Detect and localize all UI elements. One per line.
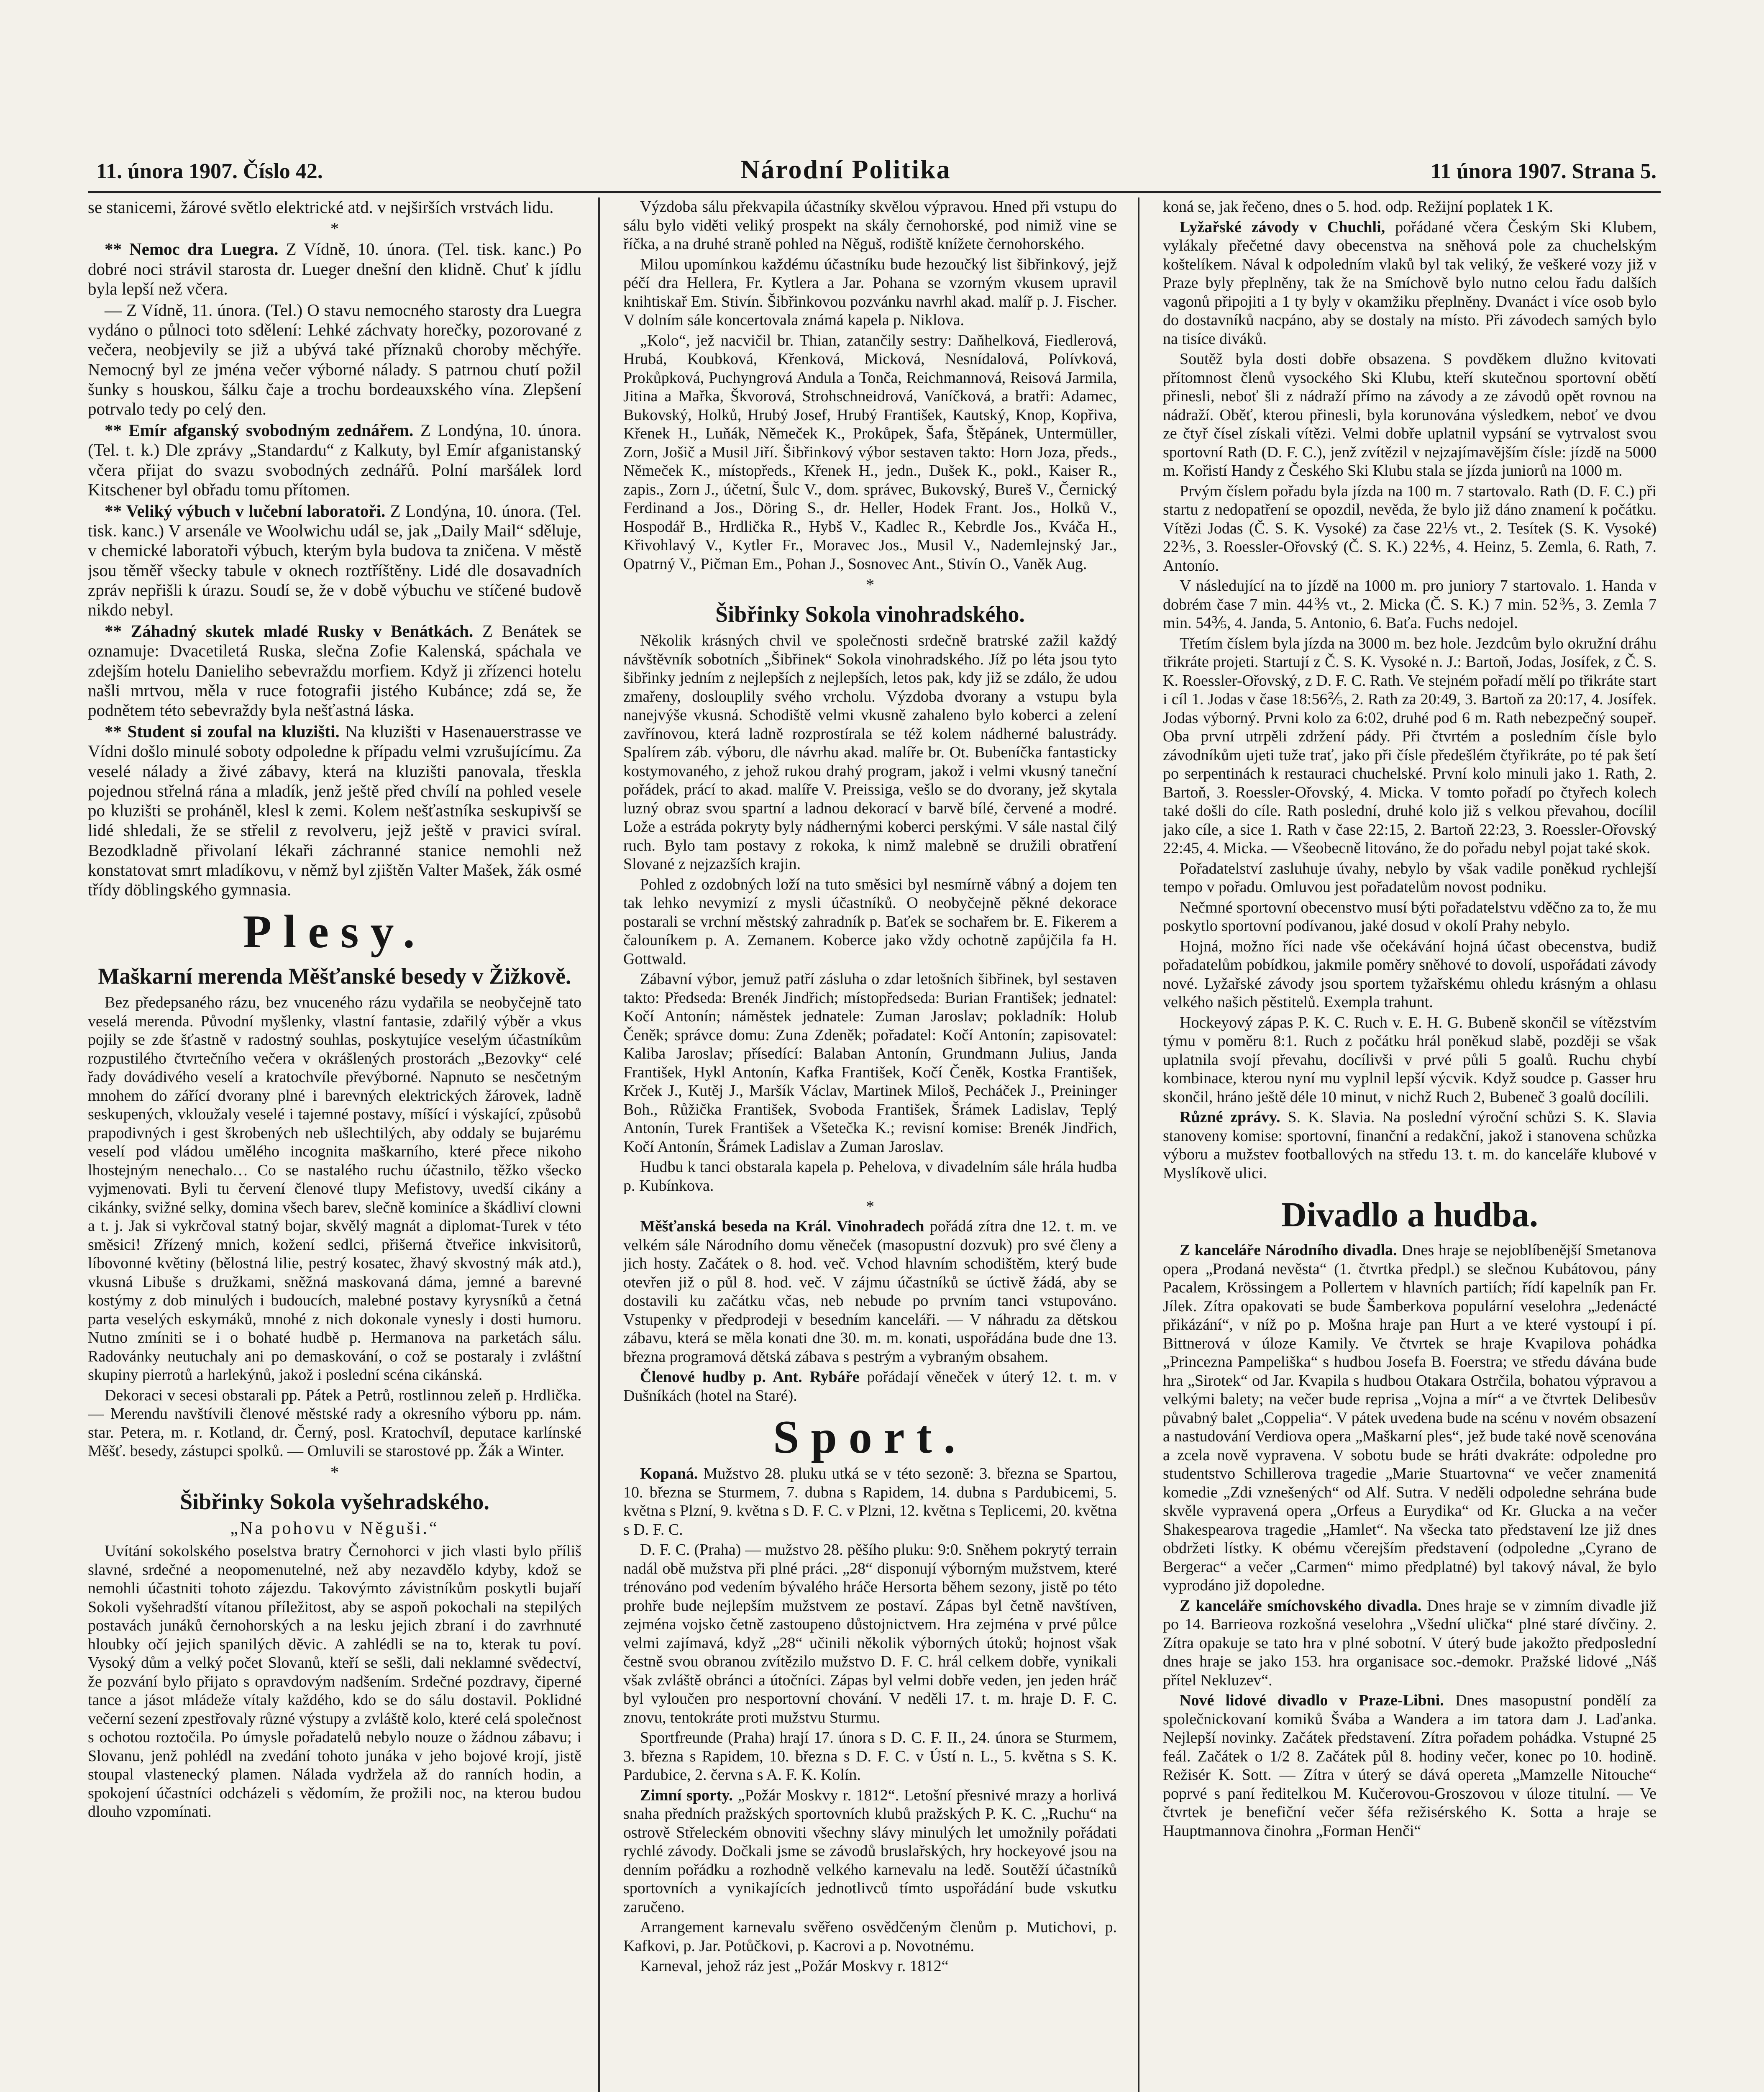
article-text: Prvým číslem pořadu byla jízda na 100 m. 7 startovalo. Rath (D. F. C.) při startu z nedopatření se opozdil, nevěda, že bylo již dáno znamení k počátku. Vítězi Jodas (Č. S. K. Vysoké) za čase 22⅕ vt., 2. Tesítek (S. K. Vysoké) 22⅗, 3. Roessler-Ořovský (Č. S. K.) 22⅘, 4. Heinz, 5. Zemla, 6. Rath, 7. Antonío. — [1163, 482, 1656, 574]
article-text: Milou upomínkou každému účastníku bude hezoučký list šibřinkový, jejž péčí dra Hellera, Fr. Kytlera a Jar. Pohana se vzorným vkusem upravil knihtiskař Em. Stivín. Šibřinkovou pozvánku navrhl akad. malíř p. J. Fischer. V dolním sále koncertovala známá kapela p. Niklova. — [623, 255, 1117, 329]
masthead-title: Národní Politika — [740, 154, 951, 184]
section-title-plesy: Plesy. — [243, 906, 427, 958]
news-item — [88, 621, 581, 720]
section-title-divadlo: Divadlo a hudba. — [1281, 1195, 1538, 1234]
article-heading: Maškarní merenda Měšťanské besedy v Žižkově. — [98, 964, 571, 989]
news-text: Mužstvo 28. pluku utká se v této sezoně: 3. března se Spartou, 10. března se Sturmem, 7. dubna s Rapidem, 14. dubna s Pardubicemi, 5. května s Plzní, 9. května s D. F. C. v Plzni, 12. května s Teplicemi, 20. května s D. F. C. — [623, 1465, 1117, 1538]
article-text: Zábavní výbor, jemuž patří zásluha o zdar letošních šibřinek, byl sestaven takto: Předseda: Brenék Jindřich; místopředseda: Burian František; jednatel: Kočí Antonín; náměstek jednatele: Zuman Jaroslav; pokladník: Holub Čeněk; správce domu: Zuna Zdeněk; pořadatel: Kočí Antonín; zapisovatel: Kaliba Jaroslav; přísedící: Balaban Antonín, Grundmann Julius, Janda František, Hykl Antonín, Kafka František, Kočí Čeněk, Kostka František, Krček J., Kutěj J., Maršík Václav, Martinek Miloš, Pecháček J., Preininger Boh., Růžička František, Svoboda František, Šrámek Ladislav, Teplý Antonín, Turek František a Všetečka K.; revisní komise: Brenék Jindřich, Kočí Antonín, Šrámek Ladislav a Zuman Jaroslav. — [623, 970, 1117, 1156]
article-text: Pohled z ozdobných loží na tuto směsici byl nesmírně vábný a dojem ten tak lehko nevymizí z mysli účastníků. O neobyčejně pěkné dekorace postarali se vrchní městský zahradník p. Baťek se sochařem br. E. Fikerem a čalouníkem p. A. Zemanem. Koberce jako vždy ochotně zapůjčila fa H. Gottwald. — [623, 875, 1117, 968]
article-text: Výzdoba sálu překvapila účastníky skvělou výpravou. Hned při vstupu do sálu bylo viděti veliký prospekt na skály černohorské, pod nimiž vine se říčka, a na druhé straně pohled na Něguš, rodiště knížete černohorského. — [623, 198, 1117, 253]
article-text: Hockeyový zápas P. K. C. Ruch v. E. H. G. Bubeně skončil se vítězstvím týmu v poměru 8:1. Ruch z počátku hrál poněkud slabě, později se však uplatnila svojí převahu, docílivši v prvé půli 5 goalů. Ruchu chybí kombinace, kterou nyní mu vyplnil lepší výcvik. Když soudce p. Gasser hru skončil, hráno ještě déle 10 minut, v nichž Ruch 2, Bubeneč 3 goalů docílili. — [1163, 1013, 1656, 1106]
article-text: V následující na to jízdě na 1000 m. pro juniory 7 startovalo. 1. Handa v dobrém čase 7 min. 44⅗ vt., 2. Micka (Č. S. K.) 7 min. 52⅗, 3. Zemla 7 min. 54⅗, 4. Janda, 5. Antonio, 6. Baťa. Fuchs nedojel. — [1163, 577, 1656, 632]
article-text: Dekoraci v secesi obstarali pp. Pátek a Petrů, rostlinnou zeleň p. Hrdlička. — Merendu navštívili členové městské rady a okresního výboru pp. nám. star. Petera, m. r. Kotland, dr. Černý, posl. Kratochvíl, deputace karlínské Měšť. besedy, zástupci spolků. — Omluvili se starostové pp. Žák a Winter. — [88, 1386, 581, 1460]
news-heading: ** Student si zoufal na kluzišti. — [105, 722, 340, 741]
news-heading: ** Záhadný skutek mladé Rusky v Benátkách. — [105, 621, 474, 641]
article-heading: Šibřinky Sokola vyšehradského. — [180, 1489, 489, 1514]
news-text: pořádá zítra dne 12. t. m. ve velkém sále Národního domu věneček (masopustní dozvuk) pro své členy a jich hosty. Začátek o 8. hod. več. Vchod hlavním schodištěm, který bude otevřen již o půl 8. hod. več. V zájmu účastníků se úctivě žádá, aby se dostavili ku začátku včas, neb nebude po prvním tanci vstupováno. Vstupenky v předprodeji v besedním kanceláři. — V náhradu za dětskou zábavu, která se měla konati dne 30. m. m. konati, uspořádána bude dne 13. března programová dětská zábava s pestrým a vybraným obsahem. — [623, 1218, 1117, 1366]
news-text: pořádané včera Českým Ski Klubem, vylákaly přečetné davy obecenstva na sněhová pole za chuchelským koštelíkem. Nával k odpoledním vlaků byl tak veliký, že veškeré vozy již v Praze byly přeplněny, tak že na Smíchově bylo nutno celou řadu dalších vagonů připojiti a 1 ty byly v okamžiku přeplněny. Dvanáct i více osob bylo do dostavníků nacpáno, aby se dostaly na místo. Při závodech samých bylo na tisíce diváků. — [1163, 218, 1656, 348]
column-1 — [88, 197, 581, 2092]
news-heading: ** Nemoc dra Luegra. — [105, 239, 279, 259]
news-item — [623, 1786, 1117, 1917]
section-title-sport: Sport. — [773, 1411, 967, 1464]
separator-star: * — [865, 575, 875, 594]
separator-star: * — [330, 1462, 339, 1482]
news-text: — Z Vídně, 11. února. (Tel.) O stavu nemocného starosty dra Luegra vydáno o půlnoci toto sdělení: Lehké záchvaty horečky, pozorované z večera, neobjevily se již a ubývá také příznaků choroby měchýře. Nemocný byl ze jména večer výborné nálady. S patrnou chutí požil šunky s houskou, šálku čaje a trochu bordeauxského vína. Zlepšení potrvalo tedy po celý den. — [88, 300, 581, 419]
article-text: D. F. C. (Praha) — mužstvo 28. pěšího pluku: 9:0. Sněhem pokrytý terrain nadál obě mužstva při plné práci. „28“ disponují výborným mužstvem, které trénováno pod vedením bývalého hráče Hersorta během sezony, jistě po této prohře bude nejlepším mužstvem ze postaví. Zápas byl četně navštíven, zejména vojsko četně zastoupeno důstojnictvem. Hra zejména v prvé půlce velmi zajímavá, když „28“ učinili několik výborných útoků; hojnost však čestně svou obranou zvítězilo mužstvo D. F. C. hrál celkem dobře, vynikali však zvláště obránci a útočníci. Zápas byl velmi dobře veden, jen jeden hráč byl vyloučen pro nesportovní chování. V neděli 17. t. m. hraje D. F. C. znovu, tentokráte proti mužstvu Sturmu. — [623, 1541, 1117, 1726]
news-item — [88, 239, 581, 299]
article-text: Arrangement karnevalu svěřeno osvědčeným členům p. Mutichovi, p. Kafkovi, p. Jar. Potůčkovi, p. Kacrovi a p. Novotnému. — [623, 1918, 1117, 1955]
column-divider — [598, 197, 600, 2092]
article-text: Třetím číslem byla jízda na 3000 m. bez hole. Jezdcům bylo okružní dráhu třikráte projeti. Startují z Č. S. K. Vysoké n. J.: Bartoň, Jodas, Josífek, z Č. S. K. Roessler-Ořovský, z D. F. C. Rath. Ve stejném pořadí mělí po třikráte start i cíl 1. Jodas v čase 18:56⅖, 2. Rath za 20:49, 3. Bartoň za 20:17, 4. Josífek. Jodas výborný. Prvni kolo za 6:02, druhé pod 6 m. Rath nebezpečný soupeř. Oba první utrpěli zdržení pády. Při čtvrtém a posledním čísle bylo závodníkům ujeti tuže trať, jako při čísle předešlém čtyřikráte, po té pak šetí po serpentinách k restauraci chuchelské. První kolo minuli jako 1. Rath, 2. Bartoň, 3. Roessler-Ořovský, 4. Micka. V tomto pořadí po čtyřech kolech také došli do cíle. Rath poslední, druhé kolo již s velkou převahou, docílil jako cíle, a sice 1. Rath v čase 22:15, 2. Bartoň 22:23, 3. Roessler-Ořovský 22:45, 4. Micka. — Všeobecně litováno, že do pořadu nebyl pojat také skok. — [1163, 634, 1656, 857]
news-heading: Členové hudby p. Ant. Rybáře — [640, 1368, 860, 1386]
news-text: „Požár Moskvy r. 1812“. Letošní přesnivé mrazy a horlivá snaha předních pražských sportovních klubů pražských P. K. C. „Ruchu“ na ostrově Střeleckém obnoviti všechny slávy minulých let umožnily pořádati rychlé závody. Dočkali jsme se závodů bruslařských, hry hockeyové jsou na denním pořádku a rozhodně velkého karnevalu na ledě. Soutěží účastníků sportovních a vynikajících jednotlivců tímto uspořádání bude vskutku zaručeno. — [623, 1786, 1117, 1916]
article-text: Hojná, možno říci nade vše očekávání hojná účast obecenstva, budiž pořadatelům pobídkou, jakmile poměry sněhové to dovolí, uspořádati závody nové. Lyžařské závody jsou sportem tyžařskému ohledu krásným a ohlasu velkého našich pěstitelů. Exempla trahunt. — [1163, 937, 1656, 1011]
article-text: Bez předepsaného rázu, bez vnuceného rázu vydařila se neobyčejně tato veselá merenda. Původní myšlenky, vlastní fantasie, zdařilý výběr a vkus pojily se zde šťastně v radostný souhlas, poskytujíce veselým účastníkům rozpustilého čtvrtečního večera v okrášlených prostorách „Bezovky“ celé řady dovádivého veselí a kratochvíle převýborné. Napnuto se nesčetným mnohem do zářící dvorany plné i barevných elektrických žárovek, ladně seskupených, vkloužaly veselé i tajemné postavy, míšící i výskající, způsobů prapodivných i gest škrobených neb ušlechtilých, aby oddaly se bujarému veselí pod vládou umělého incognita maškarního, které přece nikoho lhostejným nenechalo… Co se nastalého ruchu účastnilo, těžko všecko vyjmenovati. Byli tu červení členové tlupy Mefistovy, uvedší cikány a cikánky, svižné selky, domina všech barev, slečně kominíce a škádliví clowni a t. j. Jak si vykrčoval statný bojar, skvělý magnát a diplomat-Turek v této směsici! Zřízený mnich, kožení sedlci, přišerná čtveřice inkvisitorů, líbovonné květiny (bělostná lilie, pestrý kosatec, žhavý skvostný mák atd.), vkusná Libuše s družkami, sněžná maskovaná dáma, jemné a barevné kostýmy z dob minulých i budoucích, malebné postavy kyrysníků a četná parta veselých eskymáků, mnohé z nich dokonale vynesly i dosti humoru. Nutno zmíniti se i o bohaté hudbě p. Hermanova na parketách sálu. Radovánky neutuchaly ani po demaskování, o což se postaraly i zvláštní skupiny pierrotů a harlekýnů, jakož i poslední scéna cikánská. — [88, 994, 581, 1384]
article-text: Několik krásných chvil ve společnosti srdečně bratrské zažil každý návštěvník sobotních „Šibřinek“ Sokola vinohradského. Jíž po léta jsou tyto šibřinky jedním z nejlepších z nejlepších, letos pak, kdy již se zdálo, že udou zmařeny, doslouplily svého vrcholu. Výzdoba dvorany a vstupu byla nanejvýše vkusná. Schodiště velmi vkusně zahaleno bylo koberci a zelení zavřínovou, která ladně rozprostírala se též kolem nádherné balustrády. Spalírem záb. výboru, dle návrhu akad. malíře br. Ot. Bubeníčka fantasticky kostymovaného, z jehož rukou drahý program, jakož i velmi vkusný taneční pořádek, prácí to akad. malíře V. Preissiga, vešlo se do dvorany, jež skytala luzný obraz svou spartní a ladnou dekorací v barvě bílé, červené a modré. Lože a estráda pokryty byly nádhernými koberci perskými. V sále nastal čilý ruch. Bylo tam postavy z rokoka, k nimž malebně se družili obratření Slované z nejzazších krajin. — [623, 632, 1117, 873]
news-item — [1163, 1241, 1656, 1595]
article-text: Karneval, jehož ráz jest „Požár Moskvy r. 1812“ — [640, 1957, 949, 1975]
article-text: se stanicemi, žárové světlo elektrické atd. v nejširších vrstvách lidu. — [88, 197, 554, 217]
article-text: Hudbu k tanci obstarala kapela p. Pehelova, v divadelním sále hrála hudba p. Kubínkova. — [623, 1158, 1117, 1195]
article-text: Pořadatelství zasluhuje úvahy, nebylo by však vadile poněkud rychlejší tempo v pořadu. Omluvou jest pořadatelům novost podniku. — [1163, 859, 1656, 896]
page-header — [88, 151, 1661, 193]
news-heading: Nové lidové divadlo v Praze-Libni. — [1180, 1692, 1444, 1709]
article-subheading: „Na pohovu v Něguši.“ — [230, 1518, 439, 1538]
article-text: Uvítání sokolského poselstva bratry Černohorci v jich vlasti bylo příliš slavné, srdečné a neopomenutelné, než aby nezavdělo kdyby, kdož se nemohli účastniti tohoto zájezdu. Takovýmto závistníkům poskytli bujaří Sokoli vyšehradští vítanou příležitost, aby se aspoň pokochali na stepilých postavách junáků černohorských a na lesku jejich zbraní i do zavrhnuté hloubky očí jejich spanilých děvic. A zahlédli se na to, kterak tu poví. Vysoký dům a velký počet Slovanů, kteří se sešli, dali neklamné svědectví, že pozvání bylo přijato s opravdovým nadšením. Srdečné pozdravy, čiperné tance a jásot mládeže vítaly každého, kdo se do sálu dostavil. Poklidné večerní sezení zpestřovaly různé výstupy a zvláště kolo, které celá společnost s ochotou roztočila. Po úmysle pořadatelů nebylo nouze o žádnou zábavu; i Slovanu, jenž pohlédl na zvedání tohoto junáka v jeho bojové krojí, jistě stoupal vlastenecký plamen. Nálada vydržela až do ranních hodin, a spokojení účastníci odcházeli s vědomím, že prožili noc, na kterou budou dlouho vzpomínati. — [88, 1542, 581, 1821]
news-text: S. K. Slavia. Na poslední výroční schůzi S. K. Slavia stanoveny komise: sportovní, finanční a redakční, jakož i stanovena schůzka výboru a mužstev footballových na středu 13. t. m. do kanceláře klubové v Myslíkově ulici. — [1163, 1108, 1656, 1182]
separator-star: * — [865, 1197, 875, 1216]
news-item — [623, 1368, 1117, 1405]
news-item — [623, 1217, 1117, 1366]
news-heading: ** Veliký výbuch v lučební laboratoři. — [105, 501, 386, 521]
news-item — [1163, 1597, 1656, 1690]
news-text: Z Londýna, 10. února. (Tel. tisk. kanc.) V arsenále ve Woolwichu udál se, jak „Daily Mail“ sděluje, v chemické laboratoři výbuch, kterým byla budova ta zničena. V městě jsou těměř všecky tabule v oknech roztříštěny. Lidé dle dosavadních zpráv nepřišli k úrazu. Soudí se, že v době výbuchu ve stíčené budově nikdo nebyl. — [88, 501, 581, 620]
news-heading: Kopaná. — [640, 1465, 698, 1483]
newspaper-page — [88, 151, 1661, 2092]
article-text: „Kolo“, jež nacvičil br. Thian, zatančily sestry: Daňhelková, Fiedlerová, Hrubá, Koubková, Křenková, Micková, Nesnídalová, Polívková, Prokůpková, Puchyngrová Andula a Tonča, Reichmannová, Reisová Jarmila, Jitina a Mařka, Škvorová, Strohschneidrová, Vaníčková, a bratři: Adamec, Bukovský, Holků, Hrubý Josef, Hrubý František, Kautský, Knop, Kopřiva, Křenek H., Luňák, Němeček K., Prokůpek, Šafa, Štěpánek, Untermüller, Zorn, Jošič a Musil Jiří. Šibřinkový výbor sestaven takto: Horn Joza, předs., Němeček K., místopředs., Křenek H., jedn., Dušek K., pokl., Kaiser R., zapis., Zorn J., účetní, Šulc V., dom. správec, Bukovský, Bureš V., Černický Ferdinand a Jos., Döring S., dr. Heller, Hodek Frant. Jos., Holků V., Hospodář B., Hrdlička R., Hybš V., Kadlec R., Kebrdle Jos., Kváča H., Křivohlavý V., Kytler Fr., Moravec Jos., Musil V., Nademlejnský Jar., Opatrný V., Pičman Em., Pohan J., Sosnovec Ant., Stivín O., Vaněk Aug. — [623, 331, 1117, 573]
article-text: koná se, jak řečeno, dnes o 5. hod. odp. Režijní poplatek 1 K. — [1163, 198, 1553, 215]
column-3 — [1163, 197, 1656, 2092]
news-heading: Z kanceláře smíchovského divadla. — [1180, 1597, 1422, 1615]
news-heading: Různé zprávy. — [1180, 1108, 1280, 1126]
news-text: Dnes masopustní pondělí za společnickovaní komiků Švába a Wandera a im tatora dam J. Laďanka. Nejlepší novinky. Začátek představení. Zítra pořadem pohádka. Vstupné 25 feál. Začátek o 1/2 8. Začátek půl 8. hodiny večer, konec po 10. hodině. Režisér K. Sott. — Zítra v úterý se dává opereta „Mamzelle Nitouche“ poprvé s paní ředitelkou M. Kučerovou-Groszovou v úloze titulní. — Ve čtvrtek je benefiční večer šéfa režisérského K. Sotta a hraje se Hauptmannova činohra „Forman Henči“ — [1163, 1692, 1656, 1840]
news-text: pořádají věneček v úterý 12. t. m. v Dušníkách (hotel na Staré). — [623, 1368, 1117, 1405]
news-item — [88, 420, 581, 500]
article-text: Nečmné sportovní obecenstvo musí býti pořadatelstvu vděčno za to, že mu poskytlo sportovní podívanou, jaké dosud v okolí Prahy nebylo. — [1163, 898, 1656, 935]
news-item — [1163, 1108, 1656, 1182]
column-2 — [623, 197, 1117, 2092]
news-item — [1163, 1691, 1656, 1840]
article-text: Sportfreunde (Praha) hrají 17. února s D. C. F. II., 24. února se Sturmem, 3. března s Rapidem, 10. března s D. F. C. v Ústí n. L., 5. května s S. K. Pardubice, 2. června s A. F. K. Kolín. — [623, 1729, 1117, 1784]
news-text: Na kluzišti v Hasenauerstrasse ve Vídni došlo minulé soboty odpoledne k případu velmi vzrušujícímu. Za veselé nálady a živé zábavy, která na kluzišti panovala, třeskla pojednou střelná rána a mladík, jenž ještě před chvílí na pohled vesele po kluzišti se proháněl, klesl k zemi. Kolem nešťastníka seskupivší se lidé shledali, že se střelil z revolveru, jejž ještě v pravici svíral. Bezodkladně přivolaní lékaři záchranné stanice nemohli než konstatovat smrt mladíkovu, v němž byl zjištěn Valter Mašek, žák osmé třídy döblingského gymnasia. — [88, 722, 581, 899]
news-heading: Měšťanská beseda na Král. Vinohradech — [640, 1218, 924, 1236]
news-heading: Zimní sporty. — [640, 1786, 733, 1804]
news-item — [88, 501, 581, 620]
news-heading: ** Emír afganský svobodným zednářem. — [105, 420, 414, 440]
article-text: Soutěž byla dosti dobře obsazena. S povděkem dlužno kvitovati přítomnost členů vysockého Ski Klubu, kteří skutečnou sportovní obětí přinesli, neboť šli z nádraží přímo na závody a ze závodů opět rovnou na nádraží. Oběť, kterou přinesli, byla korunována výsledkem, neboť ve dvou ze čtyř čísel získali vítězi. Velmi dobře uplatnil vypsání se vytrvalost svou sportovní Rath (D. F. C.), jenž zvítězil v nejzajímavějším čísle: jízdě na 5000 m. Kořistí Handy z Českého Ski Klubu stala se jízda juniorů na 1000 m. — [1163, 350, 1656, 479]
news-heading: Z kanceláře Národního divadla. — [1180, 1241, 1397, 1259]
news-text: Z Benátek se oznamuje: Dvacetiletá Ruska, slečna Zofie Kalenská, spáchala ve zdejším hotelu Danieliho sebevraždu morfiem. Když ji zřízenci hotelu našli mrtvou, měla v ruce fotografii jistého Kubánce; zdá se, že podnětem této sebevraždy byla nešťastná láska. — [88, 621, 581, 720]
news-item — [623, 1464, 1117, 1539]
separator-star: * — [330, 219, 339, 238]
news-text: Dnes hraje se v zimním divadle již po 14. Barrieova rozkošná veselohra „Všední ulička“ plné staré dívčiny. 2. Zítra opakuje se tato hra v plné sobotní. V úterý bude jakožto předposlední dnes hraje se jako 153. hra organisace soc.-demokr. Pražské lidové „Náš přítel Nekluzev“. — [1163, 1597, 1656, 1689]
article-heading: Šibřinky Sokola vinohradského. — [715, 602, 1025, 627]
news-text: Dnes hraje se nejoblíbenější Smetanova opera „Prodaná nevěsta“ (1. čtvrtka předpl.) se slečnou Kubátovou, pány Pacalem, Krössingem a Pollertem v hlavních partiích; řídí kapelník pan Fr. Jílek. Zítra opakovati se bude Šamberkova populární veselohra „Jedenácté přikázání“, v níž po p. Mošna hraje pan Hurt a ve které vystoupí i pí. Bittnerová v úloze Kamily. Ve čtvrtek se hraje Kvapilova pohádka „Princezna Pampeliška“ s hudbou Josefa B. Foerstra; ve středu dávána bude hra „Sirotek“ od Jar. Kvapila s hudbou Otakara Ostrčila, bohatou výpravou a velkými balety; na večer bude reprisa „Vojna a mír“ a ve čtvrtek Delibesův půvabný balet „Coppelia“. V pátek uvedena bude na scénu v novém obsazení a nastudování Verdiova opera „Maškarní ples“, jež bude také nově scenována a zcela nově vypravena. V sobotu bude se hráti dvakráte: odpoledne pro studentstvo Schillerova tragedie „Marie Stuartovna“ ve večer znamenitá komedie „Zdi vznešených“ od Alf. Sutra. V neděli odpoledne sehrána bude skvěle vypravená opera „Orfeus a Eurydika“ od Kr. Glucka a na večer Shakespearova tragedie „Hamlet“. Na všecka tato představení lze již dnes obdržeti lístky. K obému včerejším představení (odpoledne „Cyrano de Bergerac“ a večer „Carmen“ mimo předplatné) byl takový nával, že bylo vyprodáno již dopoledne. — [1163, 1241, 1656, 1594]
news-item — [1163, 218, 1656, 349]
header-date-page: 11 února 1907. Strana 5. — [1430, 159, 1656, 183]
news-heading: Lyžařské závody v Chuchli, — [1180, 218, 1385, 236]
news-text: Z Londýna, 10. února. (Tel. t. k.) Dle zprávy „Standardu“ z Kalkuty, byl Emír afganistanský včera přijat do svazu svobodných zednářů. Polní maršálek lord Kitschener byl obřadu tomu přítomen. — [88, 420, 581, 499]
header-date-issue: 11. února 1907. Číslo 42. — [96, 159, 323, 183]
news-text: Z Vídně, 10. února. (Tel. tisk. kanc.) Po dobré noci strávil starosta dr. Lueger dnešní den klidně. Chuť k jídlu byla lepší než včera. — [88, 239, 581, 298]
news-item — [88, 722, 581, 900]
column-divider — [1138, 197, 1139, 2092]
